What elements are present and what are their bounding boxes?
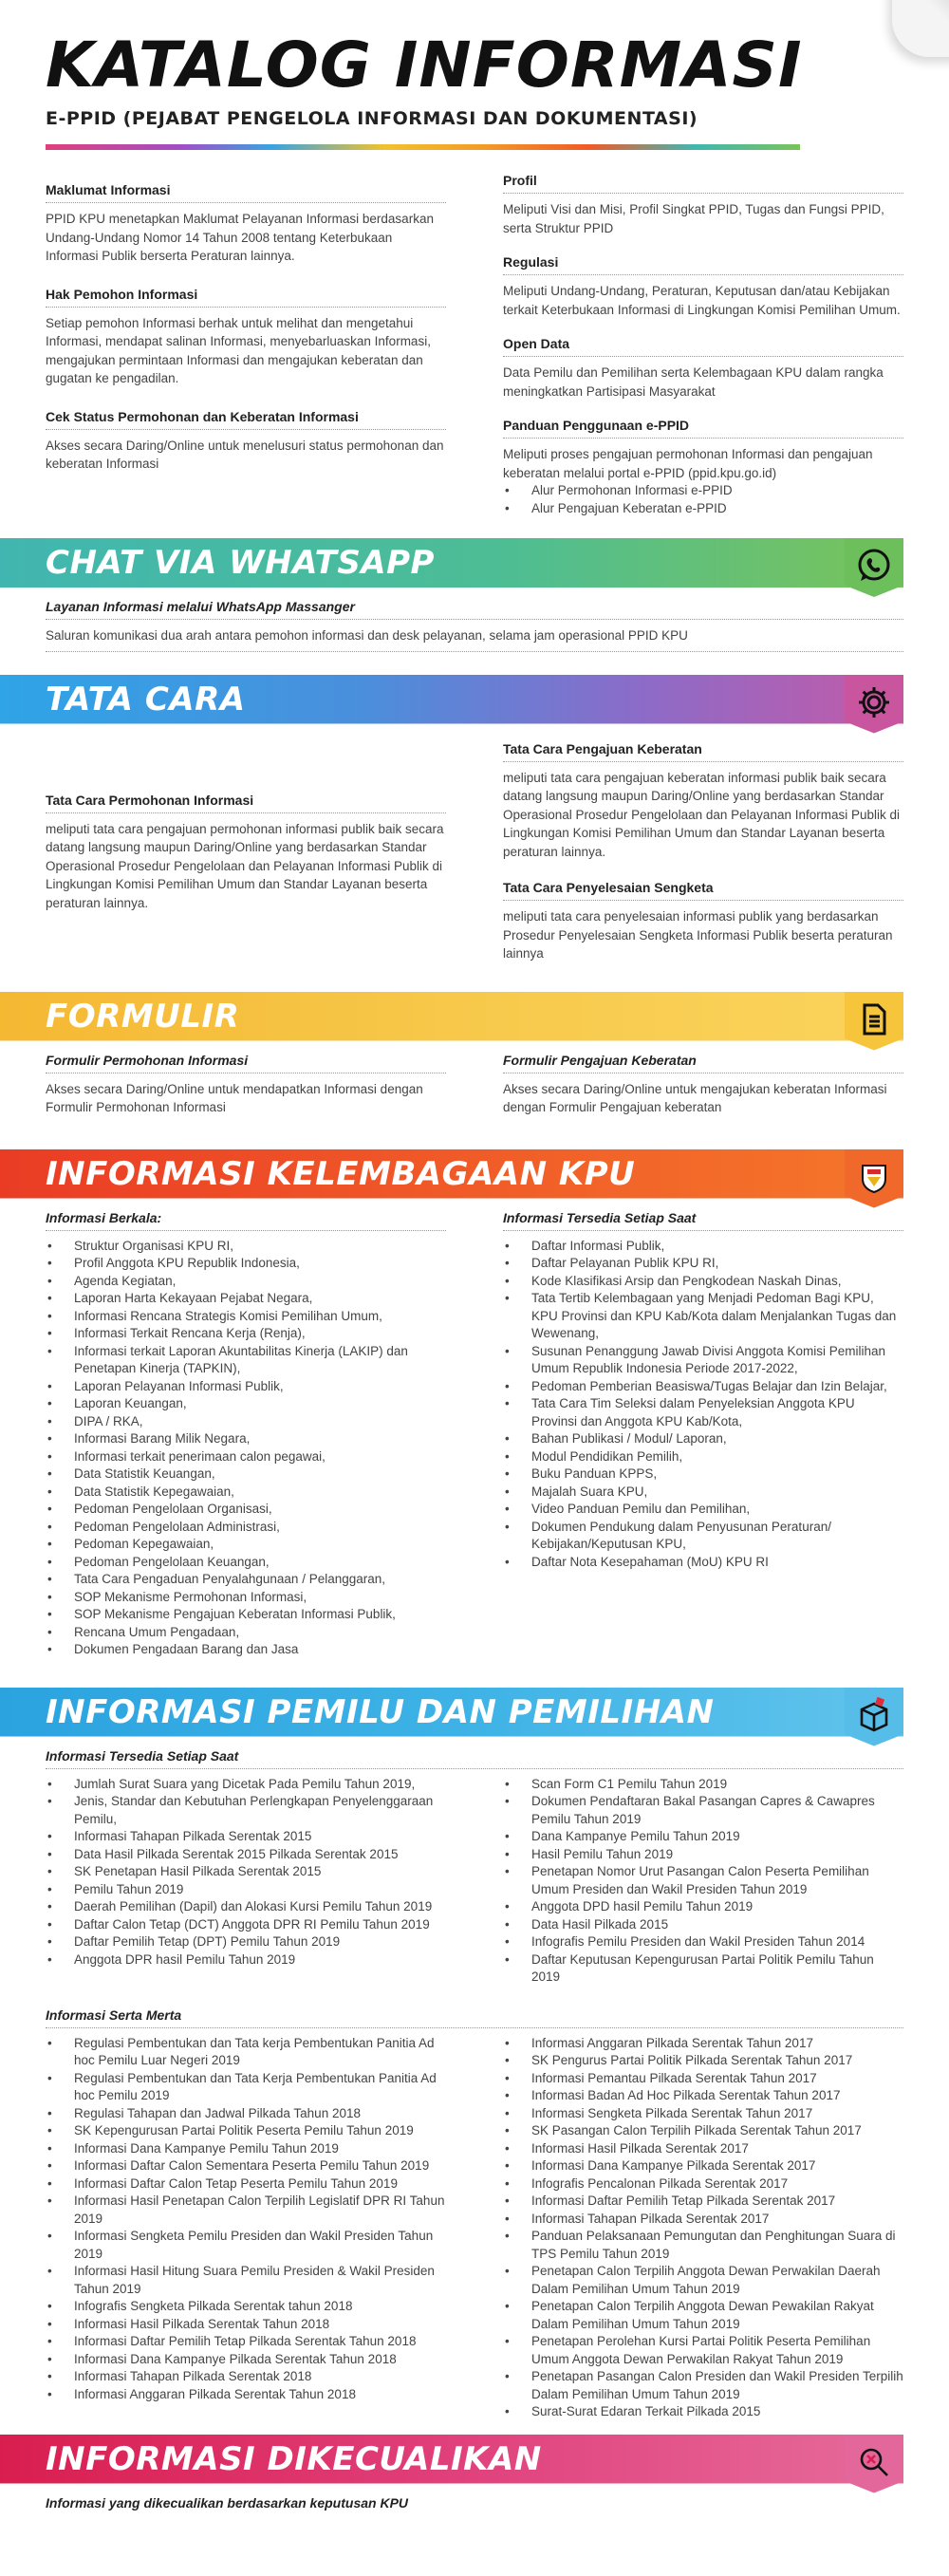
regulasi-block xyxy=(503,254,903,319)
list-item[interactable]: • Infografis Sengketa Pilkada Serentak tahun 2018 xyxy=(46,2298,446,2316)
document-icon[interactable] xyxy=(855,1000,893,1038)
permohonan-block xyxy=(46,793,446,913)
list-item[interactable]: • Modul Pendidikan Pemilih, xyxy=(503,1448,903,1466)
list-item[interactable]: • Jenis, Standar dan Kebutuhan Perlengkapan Penyelenggaraan Pemilu, xyxy=(46,1793,446,1828)
block-title[interactable]: Regulasi xyxy=(503,254,903,275)
tata-cara-body xyxy=(0,734,949,963)
page-title: KATALOG INFORMASI xyxy=(46,28,803,102)
list-item[interactable]: • Susunan Penanggung Jawab Divisi Anggota Komisi Pemilihan Umum Republik Indonesia Periode 2017-2022, xyxy=(503,1343,903,1378)
panduan-block xyxy=(503,418,903,517)
list-item[interactable]: • Daftar Calon Tetap (DCT) Anggota DPR RI Pemilu Tahun 2019 xyxy=(46,1916,446,1934)
list-item[interactable]: • Tata Cara Pengaduan Penyalahgunaan / Pelanggaran, xyxy=(46,1571,446,1589)
list-item[interactable]: • Anggota DPD hasil Pemilu Tahun 2019 xyxy=(503,1898,903,1916)
search-document-icon[interactable] xyxy=(855,2443,893,2481)
setiap-saat-list xyxy=(503,1238,903,1572)
pemilu-setiap-saat-list-left xyxy=(46,1776,446,1969)
setiap-saat-block xyxy=(503,1210,903,1572)
formulir-right xyxy=(503,1051,903,1117)
list-item[interactable]: • DIPA / RKA, xyxy=(46,1413,446,1431)
list-item[interactable]: • Bahan Publikasi / Modul/ Laporan, xyxy=(503,1430,903,1448)
panduan-list xyxy=(503,482,903,517)
formulir-banner xyxy=(0,992,903,1051)
list-item[interactable]: • Dana Kampanye Pemilu Tahun 2019 xyxy=(503,1828,903,1846)
list-item[interactable]: • Informasi Badan Ad Hoc Pilkada Serentak Tahun 2017 xyxy=(503,2087,903,2105)
list-item[interactable]: • Data Statistik Keuangan, xyxy=(46,1465,446,1484)
block-text: Meliputi proses pengajuan permohonan Informasi dan pengajuan keberatan melalui portal e-PPID (ppid.kpu.go.id) xyxy=(503,447,873,480)
sengketa-block xyxy=(503,880,903,963)
list-item[interactable]: • SK Pengurus Partai Politik Pilkada Serentak Tahun 2017 xyxy=(503,2052,903,2070)
list-item[interactable]: • Video Panduan Pemilu dan Pemilihan, xyxy=(503,1501,903,1519)
list-item[interactable]: • Informasi Sengketa Pilkada Serentak Tahun 2017 xyxy=(503,2105,903,2123)
list-item[interactable]: • Buku Panduan KPPS, xyxy=(503,1465,903,1484)
whatsapp-text: Saluran komunikasi dua arah antara pemohon informasi dan desk pelayanan, selama jam operasional PPID KPU xyxy=(46,626,903,652)
list-item[interactable]: • SOP Mekanisme Pengajuan Keberatan Informasi Publik, xyxy=(46,1606,446,1624)
whatsapp-body xyxy=(0,599,949,652)
hak-pemohon-block xyxy=(46,287,446,388)
list-item[interactable]: • Penetapan Pasangan Calon Presiden dan Wakil Presiden Terpilih Dalam Pemilihan Umum Tahun 2019 xyxy=(503,2368,903,2403)
list-item[interactable]: • Daftar Pemilih Tetap (DPT) Pemilu Tahun 2019 xyxy=(46,1933,446,1951)
list-item[interactable]: • Rencana Umum Pengadaan, xyxy=(46,1624,446,1642)
list-item[interactable]: • Informasi Anggaran Pilkada Serentak Tahun 2018 xyxy=(46,2386,446,2404)
list-item[interactable]: • Informasi Dana Kampanye Pemilu Tahun 2019 xyxy=(46,2140,446,2158)
list-item[interactable]: • Pedoman Pengelolaan Organisasi, xyxy=(46,1501,446,1519)
list-item[interactable]: • Laporan Pelayanan Informasi Publik, xyxy=(46,1378,446,1396)
dikecualikan-banner xyxy=(0,2435,903,2493)
block-text: meliputi tata cara penyelesaian informasi publik yang berdasarkan Prosedur Penyelesaian Sengketa Informasi Publik beserta peraturan lainnya xyxy=(503,909,893,961)
list-item[interactable]: • Dokumen Pengadaan Barang dan Jasa xyxy=(46,1641,446,1659)
list-item[interactable]: • Alur Pengajuan Keberatan e-PPID xyxy=(503,500,903,518)
intro-section xyxy=(0,159,949,517)
berkala-block xyxy=(46,1210,446,1659)
block-text: Setiap pemohon Informasi berhak untuk melihat dan mengetahui Informasi, mendapat salinan Informasi, menyebarluaskan Informasi, mengajukan permintaan Informasi dan mengajukan keberatan dan gugatan ke pengadilan. xyxy=(46,315,431,385)
list-item[interactable]: • Tata Cara Tim Seleksi dalam Penyeleksian Anggota KPU Provinsi dan Anggota KPU Kab/Kota, xyxy=(503,1395,903,1430)
block-text: Data Pemilu dan Pemilihan serta Kelembagaan KPU dalam rangka meningkatkan Partisipasi Masyarakat xyxy=(503,365,884,399)
whatsapp-subtitle[interactable]: Layanan Informasi melalui WhatsApp Massanger xyxy=(46,599,903,620)
page-header xyxy=(0,0,949,150)
block-title[interactable]: Hak Pemohon Informasi xyxy=(46,287,446,308)
block-title: Informasi Tersedia Setiap Saat xyxy=(503,1210,903,1231)
list-item[interactable]: • Profil Anggota KPU Republik Indonesia, xyxy=(46,1255,446,1273)
formulir-body xyxy=(0,1051,949,1117)
block-title: Informasi Berkala: xyxy=(46,1210,446,1231)
list-item[interactable]: • Informasi terkait Laporan Akuntabilitas Kinerja (LAKIP) dan Penetapan Kinerja (TAPKIN), xyxy=(46,1343,446,1378)
list-item[interactable]: • Pedoman Kepegawaian, xyxy=(46,1536,446,1554)
section-title: INFORMASI PEMILU DAN PEMILIHAN xyxy=(46,1692,715,1731)
list-item[interactable]: • Informasi Pemantau Pilkada Serentak Tahun 2017 xyxy=(503,2070,903,2088)
block-title[interactable]: Open Data xyxy=(503,336,903,357)
page-subtitle: E-PPID (PEJABAT PENGELOLA INFORMASI DAN DOKUMENTASI) xyxy=(46,108,698,129)
list-item[interactable]: • Infografis Pemilu Presiden dan Wakil Presiden Tahun 2014 xyxy=(503,1933,903,1951)
profil-block xyxy=(503,173,903,237)
list-item[interactable]: • Scan Form C1 Pemilu Tahun 2019 xyxy=(503,1776,903,1794)
list-item[interactable]: • Daftar Informasi Publik, xyxy=(503,1238,903,1256)
open-data-block xyxy=(503,336,903,401)
pemilu-body xyxy=(0,1748,949,1769)
list-item[interactable]: • Informasi Hasil Pilkada Serentak 2017 xyxy=(503,2140,903,2158)
block-text: meliputi tata cara pengajuan keberatan informasi publik baik secara datang langsung maupun Daring/Online yang berdasarkan Standar Operasional Prosedur Pengelolaan dan Pelayanan Informasi Publik di Lingkungan Komisi Pemilihan Umum dan Standar Layanan beserta peraturan lainnya. xyxy=(503,770,901,859)
list-item[interactable]: • Informasi Hasil Pilkada Serentak Tahun 2018 xyxy=(46,2316,446,2334)
block-text: Akses secara Daring/Online untuk mengajukan keberatan Informasi dengan Formulir Pengajuan keberatan xyxy=(503,1081,887,1114)
whatsapp-banner xyxy=(0,538,903,597)
list-item[interactable]: • Informasi Daftar Pemilih Tetap Pilkada Serentak Tahun 2018 xyxy=(46,2333,446,2351)
page-corner-fold xyxy=(873,0,949,76)
block-title[interactable]: Cek Status Permohonan dan Keberatan Informasi xyxy=(46,409,446,430)
cek-status-block xyxy=(46,409,446,474)
list-item[interactable]: • Pedoman Pemberian Beasiswa/Tugas Belajar dan Izin Belajar, xyxy=(503,1378,903,1396)
gear-icon[interactable] xyxy=(855,683,893,721)
list-item[interactable]: • Alur Permohonan Informasi e-PPID xyxy=(503,482,903,500)
tata-cara-right xyxy=(503,734,903,963)
list-item[interactable]: • Informasi Daftar Pemilih Tetap Pilkada Serentak 2017 xyxy=(503,2193,903,2211)
list-item[interactable]: • Penetapan Calon Terpilih Anggota Dewan Pewakilan Rakyat Dalam Pemilihan Umum Tahun 2019 xyxy=(503,2298,903,2333)
list-item[interactable]: • Informasi Daftar Calon Sementara Peserta Pemilu Tahun 2019 xyxy=(46,2157,446,2175)
serta-merta-header xyxy=(0,2007,949,2028)
list-item[interactable]: • Data Statistik Kepegawaian, xyxy=(46,1484,446,1502)
block-title[interactable]: Tata Cara Pengajuan Keberatan xyxy=(503,741,903,762)
list-item[interactable]: • Pedoman Pengelolaan Administrasi, xyxy=(46,1519,446,1537)
block-title[interactable]: Maklumat Informasi xyxy=(46,182,446,203)
list-item[interactable]: • SK Kepengurusan Partai Politik Peserta Pemilu Tahun 2019 xyxy=(46,2122,446,2140)
section-title: INFORMASI KELEMBAGAAN KPU xyxy=(46,1154,636,1193)
list-item[interactable]: • Laporan Harta Kekayaan Pejabat Negara, xyxy=(46,1290,446,1308)
intro-right-column xyxy=(503,159,903,517)
block-title[interactable]: Panduan Penggunaan e-PPID xyxy=(503,418,903,439)
list-item[interactable]: • SK Pasangan Calon Terpilih Pilkada Serentak Tahun 2017 xyxy=(503,2122,903,2140)
list-item[interactable]: • Agenda Kegiatan, xyxy=(46,1273,446,1291)
intro-left-column xyxy=(46,159,446,517)
list-item[interactable]: • Penetapan Nomor Urut Pasangan Calon Peserta Pemilihan Umum Presiden dan Wakil Presiden Tahun 2019 xyxy=(503,1863,903,1898)
list-item[interactable]: • Tata Tertib Kelembagaan yang Menjadi Pedoman Bagi KPU, KPU Provinsi dan KPU Kab/Kota dalam Menjalankan Tugas dan Wewenang, xyxy=(503,1290,903,1343)
keberatan-block xyxy=(503,741,903,862)
dikecualikan-subtitle: Informasi yang dikecualikan berdasarkan keputusan KPU xyxy=(46,2494,409,2511)
tata-cara-left xyxy=(46,734,446,963)
list-item[interactable]: • Majalah Suara KPU, xyxy=(503,1484,903,1502)
list-item[interactable]: • Pedoman Pengelolaan Keuangan, xyxy=(46,1554,446,1572)
list-item[interactable]: • Informasi Sengketa Pemilu Presiden dan Wakil Presiden Tahun 2019 xyxy=(46,2228,446,2263)
serta-merta-list-left xyxy=(46,2035,446,2404)
list-item[interactable]: • Informasi Hasil Hitung Suara Pemilu Presiden & Wakil Presiden Tahun 2019 xyxy=(46,2263,446,2298)
block-title[interactable]: Tata Cara Penyelesaian Sengketa xyxy=(503,880,903,901)
list-item[interactable]: • SK Penetapan Hasil Pilkada Serentak 2015 xyxy=(46,1863,446,1881)
list-item[interactable]: • Regulasi Tahapan dan Jadwal Pilkada Tahun 2018 xyxy=(46,2105,446,2123)
list-item[interactable]: • Informasi Tahapan Pilkada Serentak 2015 xyxy=(46,1828,446,1846)
kelembagaan-body xyxy=(0,1208,949,1659)
list-item[interactable]: • Informasi Dana Kampanye Pilkada Serentak Tahun 2018 xyxy=(46,2351,446,2369)
whatsapp-icon[interactable] xyxy=(855,547,893,585)
list-item[interactable]: • Penetapan Perolehan Kursi Partai Politik Peserta Pemilihan Umum Anggota Dewan Perwakilan Rakyat Tahun 2019 xyxy=(503,2333,903,2368)
list-item[interactable]: • Informasi Rencana Strategis Komisi Pemilihan Umum, xyxy=(46,1308,446,1326)
list-item[interactable]: • Struktur Organisasi KPU RI, xyxy=(46,1238,446,1256)
list-item[interactable]: • Daftar Keputusan Kepengurusan Partai Politik Pemilu Tahun 2019 xyxy=(503,1951,903,1987)
serta-merta-list-right xyxy=(503,2035,903,2421)
pemilu-setiap-saat-left xyxy=(46,1776,446,1987)
list-item[interactable]: • Daerah Pemilihan (Dapil) dan Alokasi Kursi Pemilu Tahun 2019 xyxy=(46,1898,446,1916)
formulir-permohonan-block xyxy=(46,1053,446,1117)
list-item[interactable]: • Data Hasil Pilkada Serentak 2015 Pilkada Serentak 2015 xyxy=(46,1846,446,1864)
formulir-left xyxy=(46,1051,446,1117)
list-item[interactable]: • Data Hasil Pilkada 2015 xyxy=(503,1916,903,1934)
block-text: Meliputi Undang-Undang, Peraturan, Keputusan dan/atau Kebijakan terkait Keterbukaan Informasi di Lingkungan Komisi Pemilihan Umum. xyxy=(503,284,901,317)
berkala-list xyxy=(46,1238,446,1659)
kelembagaan-banner xyxy=(0,1149,903,1208)
serta-merta-left xyxy=(46,2035,446,2421)
pemilu-setiap-saat-right xyxy=(503,1776,903,1987)
list-item[interactable]: • Pemilu Tahun 2019 xyxy=(46,1881,446,1899)
serta-merta-right xyxy=(503,2035,903,2421)
tata-cara-banner xyxy=(0,675,903,734)
list-item[interactable]: • Regulasi Pembentukan dan Tata kerja Pembentukan Panitia Ad hoc Pemilu Luar Negeri 2019 xyxy=(46,2035,446,2070)
block-text: Akses secara Daring/Online untuk menelusuri status permohonan dan keberatan Informasi xyxy=(46,438,444,471)
section-title: INFORMASI DIKECUALIKAN xyxy=(46,2439,542,2478)
list-item[interactable]: • Informasi terkait penerimaan calon pegawai, xyxy=(46,1448,446,1466)
ballot-box-icon xyxy=(855,1696,893,1734)
list-item[interactable]: • Informasi Terkait Rencana Kerja (Renja), xyxy=(46,1325,446,1343)
block-title[interactable]: Tata Cara Permohonan Informasi xyxy=(46,793,446,813)
list-item[interactable]: • Laporan Keuangan, xyxy=(46,1395,446,1413)
list-item[interactable]: • Informasi Tahapan Pilkada Serentak 2018 xyxy=(46,2368,446,2386)
list-item[interactable]: • Informasi Dana Kampanye Pilkada Serentak 2017 xyxy=(503,2157,903,2175)
list-item[interactable]: • Daftar Nota Kesepahaman (MoU) KPU RI xyxy=(503,1554,903,1572)
list-item[interactable]: • Panduan Pelaksanaan Pemungutan dan Penghitungan Suara di TPS Pemilu Tahun 2019 xyxy=(503,2228,903,2263)
section-title: CHAT VIA WHATSAPP xyxy=(46,544,435,582)
list-item[interactable]: • Dokumen Pendukung dalam Penyusunan Peraturan/ Kebijakan/Keputusan KPU, xyxy=(503,1519,903,1554)
berkala-column xyxy=(46,1208,446,1659)
pemilu-serta-merta xyxy=(0,2035,949,2421)
list-item[interactable]: • Jumlah Surat Suara yang Dicetak Pada Pemilu Tahun 2019, xyxy=(46,1776,446,1794)
block-title[interactable]: Profil xyxy=(503,173,903,194)
dikecualikan-body xyxy=(0,2495,949,2515)
list-item[interactable]: • Hasil Pemilu Tahun 2019 xyxy=(503,1846,903,1864)
block-title[interactable]: Formulir Permohonan Informasi xyxy=(46,1053,446,1073)
section-title: TATA CARA xyxy=(46,680,246,719)
block-text: Meliputi Visi dan Misi, Profil Singkat PPID, Tugas dan Fungsi PPID, serta Struktur PPID xyxy=(503,202,884,235)
block-text: Akses secara Daring/Online untuk mendapatkan Informasi dengan Formulir Permohonan Informasi xyxy=(46,1081,423,1114)
list-item[interactable]: • Informasi Anggaran Pilkada Serentak Tahun 2017 xyxy=(503,2035,903,2053)
list-item[interactable]: • Kode Klasifikasi Arsip dan Pengkodean Naskah Dinas, xyxy=(503,1273,903,1291)
list-item[interactable]: • Anggota DPR hasil Pemilu Tahun 2019 xyxy=(46,1951,446,1969)
setiap-saat-column xyxy=(503,1208,903,1659)
setiap-saat-title: Informasi Tersedia Setiap Saat xyxy=(46,1748,903,1769)
list-item[interactable]: • Informasi Barang Milik Negara, xyxy=(46,1430,446,1448)
formulir-keberatan-block xyxy=(503,1053,903,1117)
pemilu-setiap-saat xyxy=(0,1776,949,1987)
block-text: meliputi tata cara pengajuan permohonan informasi publik baik secara datang langsung maupun Daring/Online yang berdasarkan Standar Operasional Prosedur Pengelolaan dan Pelayanan Informasi Publik di Lingkungan Komisi Pemilihan Umum dan Standar Layanan beserta peraturan lainnya. xyxy=(46,821,444,910)
list-item[interactable]: • Penetapan Calon Terpilih Anggota Dewan Perwakilan Daerah Dalam Pemilihan Umum Tahun 2019 xyxy=(503,2263,903,2298)
list-item[interactable]: • Regulasi Pembentukan dan Tata Kerja Pembentukan Panitia Ad hoc Pemilu 2019 xyxy=(46,2070,446,2105)
list-item[interactable]: • Surat-Surat Edaran Terkait Pilkada 2015 xyxy=(503,2403,903,2421)
list-item[interactable]: • SOP Mekanisme Permohonan Informasi, xyxy=(46,1589,446,1607)
block-title[interactable]: Formulir Pengajuan Keberatan xyxy=(503,1053,903,1073)
pemilu-banner xyxy=(0,1688,903,1746)
section-title: FORMULIR xyxy=(46,997,240,1036)
block-text: PPID KPU menetapkan Maklumat Pelayanan Informasi berdasarkan Undang-Undang Nomor 14 Tahun 2008 tentang Keterbukaan Informasi Publik berserta Peraturan lainnya. xyxy=(46,212,434,263)
list-item[interactable]: • Infografis Pencalonan Pilkada Serentak 2017 xyxy=(503,2175,903,2193)
list-item[interactable]: • Informasi Hasil Penetapan Calon Terpilih Legislatif DPR RI Tahun 2019 xyxy=(46,2193,446,2228)
serta-merta-title: Informasi Serta Merta xyxy=(46,2007,903,2028)
list-item[interactable]: • Dokumen Pendaftaran Bakal Pasangan Capres & Cawapres Pemilu Tahun 2019 xyxy=(503,1793,903,1828)
list-item[interactable]: • Daftar Pelayanan Publik KPU RI, xyxy=(503,1255,903,1273)
color-divider xyxy=(46,144,800,150)
maklumat-block xyxy=(46,182,446,266)
kpu-logo-icon xyxy=(855,1158,893,1196)
pemilu-setiap-saat-list-right xyxy=(503,1776,903,1987)
list-item[interactable]: • Informasi Tahapan Pilkada Serentak 2017 xyxy=(503,2211,903,2229)
list-item[interactable]: • Informasi Daftar Calon Tetap Peserta Pemilu Tahun 2019 xyxy=(46,2175,446,2193)
